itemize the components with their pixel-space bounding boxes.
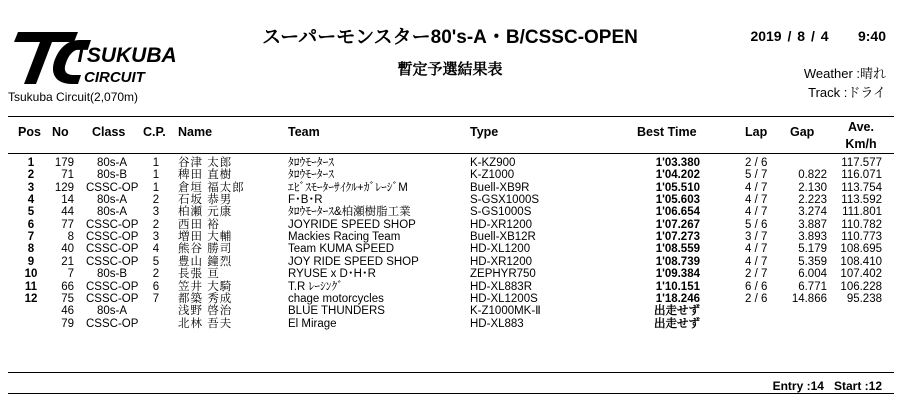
cell-gap: 14.866 <box>791 292 827 305</box>
cell-type: K-Z1000 <box>470 169 515 182</box>
cell-class: CSSC-OP <box>86 255 139 268</box>
cell-team: ｴﾋﾞｽﾓｰﾀｰｻｲｸﾙ+ｶﾞﾚｰｼﾞM <box>288 181 408 194</box>
table-row <box>0 194 900 206</box>
cell-lap: 5 / 6 <box>745 218 768 231</box>
entry-start-count <box>773 379 882 393</box>
col-header-pos: Pos <box>18 125 41 139</box>
cell-class: CSSC-OP <box>86 231 139 244</box>
cell-pos: 4 <box>27 194 35 207</box>
col-header-ave-line2: Km/h <box>845 137 877 151</box>
cell-no: 44 <box>61 206 74 219</box>
cell-cp: 1 <box>152 157 160 169</box>
cell-type: ZEPHYR750 <box>470 268 536 281</box>
cell-no: 77 <box>61 218 74 231</box>
table-row <box>0 281 900 293</box>
cell-lap: 4 / 7 <box>745 255 768 268</box>
cell-pos: 9 <box>27 255 35 268</box>
cell-team: Mackies Racing Team <box>288 231 401 244</box>
cell-team: T.R ﾚｰｼﾝｸﾞ <box>288 280 343 293</box>
cell-no: 14 <box>61 194 74 207</box>
cell-class: CSSC-OP <box>86 218 139 231</box>
cell-best: 1'03.380 <box>655 157 700 169</box>
logo-text-circuit: CIRCUIT <box>84 69 145 86</box>
cell-lap: 2 / 6 <box>745 157 768 169</box>
cell-type: K-KZ900 <box>470 157 516 169</box>
date-time <box>750 28 886 44</box>
cell-class: 80s-A <box>96 194 128 207</box>
cell-cp: 5 <box>152 255 160 268</box>
cell-type: HD-XL1200 <box>470 243 531 256</box>
cell-no: 46 <box>61 305 74 318</box>
date: 2019 / 8 / 4 <box>750 28 829 44</box>
cell-team: JOY RIDE SPEED SHOP <box>288 255 419 268</box>
table-bottom-rule <box>8 372 894 373</box>
table-row <box>0 219 900 231</box>
col-header-no: No <box>52 125 69 139</box>
cell-best: 1'05.510 <box>655 181 700 194</box>
cell-ave: 110.773 <box>841 231 882 244</box>
cell-ave: 111.801 <box>842 206 882 219</box>
cell-pos: 6 <box>27 218 35 231</box>
cell-gap: 2.223 <box>798 194 827 207</box>
cell-type: HD-XR1200 <box>470 255 532 268</box>
col-header-class: Class <box>92 125 126 139</box>
cell-lap: 5 / 7 <box>745 169 768 182</box>
cell-ave: 113.754 <box>841 181 882 194</box>
cell-cp: 4 <box>152 243 160 256</box>
cell-pos: 2 <box>27 169 35 182</box>
col-header-ave <box>836 119 886 153</box>
col-header-ave-line1: Ave. <box>848 120 874 134</box>
cell-lap: 2 / 6 <box>745 292 768 305</box>
cell-pos: 5 <box>27 206 35 219</box>
cell-pos: 10 <box>24 268 38 281</box>
cell-lap: 6 / 6 <box>745 280 768 293</box>
table-row <box>0 169 900 181</box>
cell-ave: 110.782 <box>841 218 882 231</box>
table-row <box>0 243 900 255</box>
cell-ave: 113.592 <box>841 194 882 207</box>
cell-cp: 6 <box>152 280 160 293</box>
cell-class: 80s-B <box>96 169 128 182</box>
cell-team: RYUSE x D･H･R <box>288 268 376 281</box>
cell-team: ﾀﾛｳﾓｰﾀｰｽ <box>288 157 334 169</box>
cell-no: 179 <box>54 157 74 169</box>
footer-bottom-rule <box>8 393 894 394</box>
table-row <box>0 256 900 268</box>
cell-team: F･B･R <box>288 194 323 207</box>
logo-text-tsukuba: TSUKUBA <box>74 44 177 67</box>
col-header-lap: Lap <box>745 125 768 139</box>
table-row <box>0 293 900 305</box>
cell-class: CSSC-OP <box>86 181 139 194</box>
cell-pos: 7 <box>27 231 35 244</box>
cell-name: 豊山 鐘烈 <box>178 255 233 268</box>
cell-name: 北林 吾夫 <box>178 317 233 330</box>
cell-best: 1'07.273 <box>655 231 700 244</box>
header-bottom-rule <box>8 153 894 154</box>
start-count: Start :12 <box>833 379 882 393</box>
cell-class: CSSC-OP <box>86 292 139 305</box>
cell-type: HD-XL883 <box>470 317 524 330</box>
cell-name: 西田 裕 <box>178 218 220 231</box>
cell-no: 7 <box>67 268 74 281</box>
cell-class: 80s-A <box>96 305 128 318</box>
cell-ave: 107.402 <box>840 268 882 281</box>
cell-gap: 2.130 <box>798 181 827 194</box>
cell-pos: 1 <box>27 157 35 169</box>
cell-no: 40 <box>61 243 74 256</box>
cell-lap: 4 / 7 <box>745 206 768 219</box>
cell-class: CSSC-OP <box>86 243 139 256</box>
cell-type: HD-XR1200 <box>470 218 532 231</box>
cell-class: 80s-B <box>96 268 128 281</box>
cell-class: CSSC-OP <box>86 280 139 293</box>
cell-ave: 108.695 <box>840 243 882 256</box>
cell-best: 1'08.559 <box>655 243 700 256</box>
entry-count: Entry :14 <box>772 379 824 393</box>
cell-no: 75 <box>61 292 74 305</box>
table-row <box>0 182 900 194</box>
cell-pos: 3 <box>27 181 35 194</box>
cell-cp: 1 <box>152 181 160 194</box>
cell-name: 長張 亘 <box>178 268 220 281</box>
table-row <box>0 231 900 243</box>
cell-best: 1'18.246 <box>655 292 700 305</box>
track-condition: Track :ドライ <box>808 85 886 100</box>
cell-type: S-GSX1000S <box>470 194 540 207</box>
cell-ave: 95.238 <box>846 292 882 305</box>
cell-name: 増田 大輔 <box>178 231 233 244</box>
page-subtitle: 暫定予選結果表 <box>397 61 503 78</box>
cell-no: 8 <box>67 231 74 244</box>
cell-gap: 0.822 <box>798 169 827 182</box>
cell-class: 80s-A <box>96 157 128 169</box>
cell-gap: 5.179 <box>798 243 827 256</box>
cell-type: HD-XL1200S <box>470 292 538 305</box>
cell-ave: 116.071 <box>841 169 882 182</box>
cell-gap: 3.274 <box>798 206 827 219</box>
cell-no: 71 <box>61 169 74 182</box>
cell-name: 熊谷 勝司 <box>178 243 233 256</box>
cell-no: 129 <box>54 181 74 194</box>
cell-lap: 3 / 7 <box>745 231 768 244</box>
cell-best: 1'10.151 <box>655 280 700 293</box>
cell-gap: 3.893 <box>798 231 827 244</box>
cell-best: 1'04.202 <box>655 169 700 182</box>
cell-ave: 108.410 <box>840 255 882 268</box>
cell-name: 倉垣 福太郎 <box>178 181 245 194</box>
cell-name: 柏瀬 元康 <box>178 206 233 219</box>
cell-class: CSSC-OP <box>86 317 139 330</box>
cell-name: 谷津 太郎 <box>178 157 233 169</box>
cell-class: 80s-A <box>96 206 128 219</box>
table-row <box>0 268 900 280</box>
cell-gap: 3.887 <box>798 218 827 231</box>
cell-no: 66 <box>61 280 74 293</box>
cell-cp: 7 <box>152 292 160 305</box>
cell-best: 1'05.603 <box>655 194 700 207</box>
cell-no: 79 <box>61 317 74 330</box>
weather: Weather :晴れ <box>803 66 886 81</box>
table-row <box>0 305 900 317</box>
cell-team: BLUE THUNDERS <box>288 305 385 318</box>
cell-name: 浅野 啓治 <box>178 305 233 318</box>
cell-team: JOYRIDE SPEED SHOP <box>288 218 416 231</box>
cell-cp: 2 <box>152 194 160 207</box>
col-header-team: Team <box>288 125 320 139</box>
header-top-rule <box>8 116 894 117</box>
cell-cp: 2 <box>152 268 160 281</box>
table-row <box>0 206 900 218</box>
cell-best: 1'06.654 <box>655 206 700 219</box>
cell-cp: 3 <box>152 231 160 244</box>
cell-cp: 3 <box>152 206 160 219</box>
col-header-cp: C.P. <box>143 125 166 139</box>
cell-lap: 2 / 7 <box>745 268 768 281</box>
cell-type: K-Z1000MK-Ⅱ <box>470 305 541 318</box>
cell-team: chage motorcycles <box>288 292 384 305</box>
cell-ave: 106.228 <box>840 280 882 293</box>
cell-gap: 6.004 <box>798 268 827 281</box>
cell-team: Team KUMA SPEED <box>288 243 395 256</box>
cell-best: 1'08.739 <box>655 255 700 268</box>
cell-pos: 12 <box>24 292 38 305</box>
cell-best: 1'09.384 <box>655 268 700 281</box>
cell-best: 1'07.267 <box>655 218 700 231</box>
cell-pos: 11 <box>24 280 38 293</box>
cell-type: Buell-XB9R <box>470 181 530 194</box>
cell-gap: 5.359 <box>798 255 827 268</box>
col-header-name: Name <box>178 125 213 139</box>
cell-no: 21 <box>61 255 74 268</box>
cell-name: 稗田 直樹 <box>178 169 233 182</box>
cell-team: El Mirage <box>288 317 337 330</box>
cell-lap: 4 / 7 <box>745 194 768 207</box>
cell-type: HD-XL883R <box>470 280 532 293</box>
cell-name: 都築 秀成 <box>178 292 233 305</box>
cell-best: 出走せず <box>654 317 700 330</box>
page-title: スーパーモンスター80's-A・B/CSSC-OPEN <box>262 27 638 48</box>
cell-name: 笠井 大騎 <box>178 280 233 293</box>
cell-ave: 117.577 <box>841 157 882 169</box>
cell-gap: 6.771 <box>798 280 827 293</box>
cell-type: S-GS1000S <box>470 206 532 219</box>
table-row <box>0 157 900 169</box>
cell-name: 石坂 恭男 <box>178 194 233 207</box>
cell-type: Buell-XB12R <box>470 231 536 244</box>
table-row <box>0 318 900 330</box>
cell-lap: 4 / 7 <box>745 181 768 194</box>
col-header-type: Type <box>470 125 499 139</box>
time: 9:40 <box>857 28 886 44</box>
cell-team: ﾀﾛｳﾓｰﾀｰｽ <box>288 169 334 182</box>
cell-cp: 2 <box>152 218 160 231</box>
cell-lap: 4 / 7 <box>745 243 768 256</box>
cell-cp: 1 <box>152 169 160 182</box>
col-header-gap: Gap <box>790 125 815 139</box>
cell-best: 出走せず <box>654 305 700 318</box>
circuit-name: Tsukuba Circuit(2,070m) <box>8 90 139 104</box>
cell-team: ﾀﾛｳﾓｰﾀｰｽ&柏瀬樹脂工業 <box>288 206 411 219</box>
cell-pos: 8 <box>27 243 35 256</box>
col-header-best-time: Best Time <box>637 125 697 139</box>
